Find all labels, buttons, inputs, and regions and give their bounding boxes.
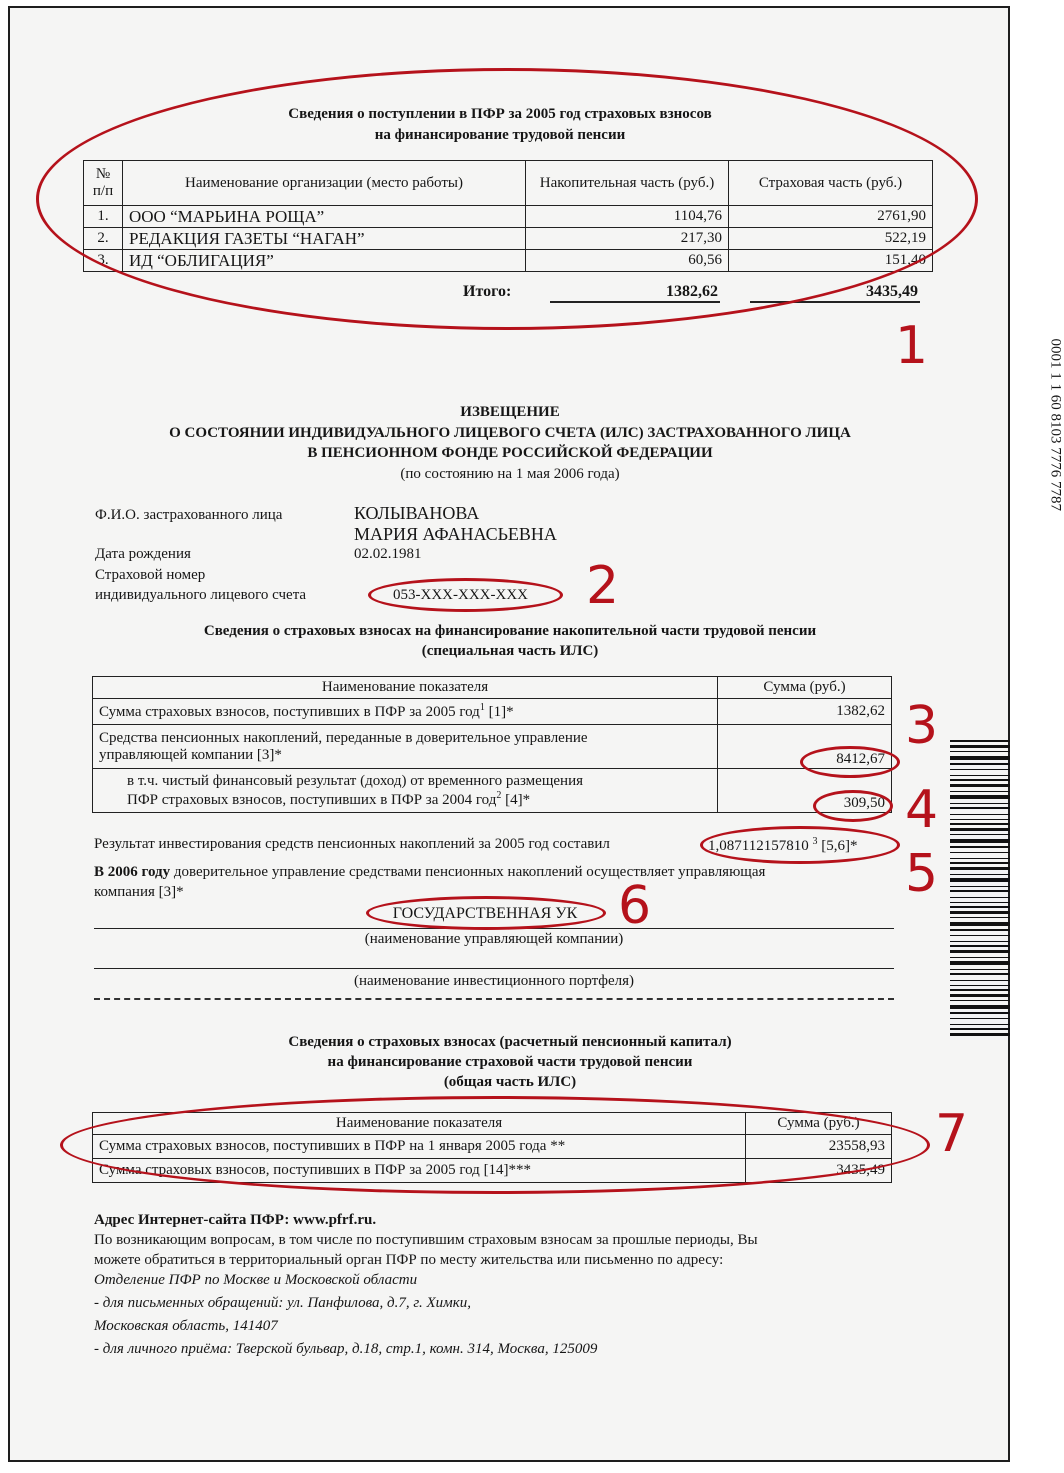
- notice-title-2: О СОСТОЯНИИ ИНДИВИДУАЛЬНОГО ЛИЦЕВОГО СЧЕТА (ИЛС) ЗАСТРАХОВАННОГО ЛИЦА: [169, 425, 851, 441]
- insurance-title-3: (общая часть ИЛС): [443, 1074, 577, 1090]
- notice-title-1: ИЗВЕЩЕНИЕ: [460, 404, 560, 420]
- annotation-number-2: 2: [586, 556, 620, 616]
- funded-header-sum: Сумма (руб.): [718, 677, 892, 699]
- dob-value: 02.02.1981: [354, 546, 422, 562]
- header-insurance: Страховая часть (руб.): [729, 161, 933, 206]
- invest-value-block: 1,087112157810 $^3$ [5,6]*: [708, 836, 858, 854]
- notice-title-4: (по состоянию на 1 мая 2006 года): [400, 466, 620, 482]
- row-num: 1.: [84, 206, 123, 228]
- funded-row-2-sum: 8412,67: [718, 725, 892, 769]
- snils-value: 053-XXX-XXX-XXX: [393, 587, 528, 603]
- annotation-oval-1: [36, 68, 978, 330]
- row-funded: 217,30: [526, 228, 729, 250]
- funded-row-3-sum: 309,50: [718, 769, 892, 813]
- footer-address-4: - для личного приёма: Тверской бульвар, д.18, стр.1, комн. 314, Москва, 125009: [94, 1341, 598, 1357]
- barcode: [950, 740, 1010, 1040]
- notice-title-3: В ПЕНСИОННОМ ФОНДЕ РОССИЙСКОЙ ФЕДЕРАЦИИ: [307, 445, 713, 461]
- annotation-oval-5: [700, 826, 900, 864]
- footer-address-1: Отделение ПФР по Москве и Московской области: [94, 1272, 418, 1288]
- total-insurance: 3435,49: [866, 283, 918, 300]
- annotation-number-4: 4: [905, 780, 939, 840]
- funded-row-1-sum: 1382,62: [718, 699, 892, 725]
- funded-row-2-text: Средства пенсионных накоплений, переданные в доверительное управление управляющей компании [3]*: [93, 725, 718, 769]
- funded-row-1-text: Сумма страховых взносов, поступивших в ПФР за 2005 год$^1$ [1]*: [93, 699, 718, 725]
- annotation-number-7: 7: [935, 1104, 969, 1164]
- annotation-oval-3: [800, 746, 900, 778]
- row-insurance: 2761,90: [729, 206, 933, 228]
- row-num: 3.: [84, 250, 123, 272]
- total-funded: 1382,62: [666, 283, 718, 300]
- header-org: Наименование организации (место работы): [123, 161, 526, 206]
- funded-title-2: (специальная часть ИЛС): [421, 643, 599, 659]
- annotation-number-5: 5: [905, 844, 939, 904]
- dob-label: Дата рождения: [95, 546, 191, 562]
- row-org: ООО “МАРЬИНА РОЩА”: [123, 206, 526, 228]
- insurance-row-1-sum: 23558,93: [746, 1135, 892, 1159]
- annotation-oval-2: [368, 578, 563, 612]
- snils-label-2: индивидуального лицевого счета: [95, 587, 307, 603]
- row-funded: 60,56: [526, 250, 729, 272]
- annotation-number-6: 6: [618, 876, 652, 936]
- fio-line-2: МАРИЯ АФАНАСЬЕВНА: [354, 524, 557, 544]
- row-funded: 1104,76: [526, 206, 729, 228]
- funded-title-1: Сведения о страховых взносах на финансирование накопительной части трудовой пенсии: [203, 623, 817, 639]
- header-num: № п/п: [84, 161, 123, 206]
- year-text-line-1: В 2006 году доверительное управление средствами пенсионных накоплений осуществляет управляющая: [94, 864, 766, 880]
- income-title-2: на финансирование трудовой пенсии: [374, 127, 626, 143]
- insurance-title-1: Сведения о страховых взносах (расчетный пенсионный капитал): [288, 1034, 732, 1050]
- total-label: Итого:: [463, 283, 512, 300]
- portfolio-line: [94, 968, 894, 969]
- funded-table: [92, 676, 892, 813]
- portfolio-caption: (наименование инвестиционного портфеля): [354, 973, 634, 989]
- table-row: [93, 725, 892, 769]
- footer-address-2: - для письменных обращений: ул. Панфилова, д.7, г. Химки,: [94, 1295, 471, 1311]
- row-org: ИД “ОБЛИГАЦИЯ”: [123, 250, 526, 272]
- annotation-oval-7: [60, 1096, 930, 1194]
- annotation-oval-6: [366, 896, 606, 930]
- footer-site: Адрес Интернет-сайта ПФР: www.pfrf.ru.: [94, 1212, 377, 1228]
- invest-text: Результат инвестирования средств пенсионных накоплений за 2005 год составил: [94, 836, 610, 852]
- footer-paragraph-2: можете обратиться в территориальный орган ПФР по месту жительства или письменно по адресу:: [94, 1252, 724, 1268]
- fio-line-1: КОЛЫВАНОВА: [354, 503, 480, 523]
- funded-table-header: [93, 677, 892, 699]
- insurance-header-name: Наименование показателя: [93, 1113, 746, 1135]
- insurance-row-1-text: Сумма страховых взносов, поступивших в ПФР на 1 января 2005 года **: [93, 1135, 746, 1159]
- snils-label-1: Страховой номер: [95, 567, 206, 583]
- annotation-number-1: 1: [895, 316, 929, 376]
- side-code: 0001 1 1 60 8103 7776 7787: [1047, 338, 1064, 511]
- insurance-row-2-sum: 3435,49: [746, 1159, 892, 1183]
- annotation-oval-4: [813, 790, 893, 822]
- funded-header-name: Наименование показателя: [93, 677, 718, 699]
- row-insurance: 151,40: [729, 250, 933, 272]
- footer-paragraph-1: По возникающим вопросам, в том числе по поступившим страховым взносам за прошлые периоды, Вы: [94, 1232, 758, 1248]
- funded-row-3-text: в т.ч. чистый финансовый результат (доход) от временного размещения ПФР страховых взносов, поступивших в ПФР за 2004 год$^2$ [4]*: [93, 769, 718, 813]
- fio-label: Ф.И.О. застрахованного лица: [95, 507, 283, 523]
- company-name: ГОСУДАРСТВЕННАЯ УК: [392, 905, 578, 922]
- row-num: 2.: [84, 228, 123, 250]
- row-org: РЕДАКЦИЯ ГАЗЕТЫ “НАГАН”: [123, 228, 526, 250]
- insurance-title-2: на финансирование страховой части трудовой пенсии: [327, 1054, 693, 1070]
- table-row: [93, 699, 892, 725]
- row-insurance: 522,19: [729, 228, 933, 250]
- insurance-row-2-text: Сумма страховых взносов, поступивших в ПФР за 2005 год [14]***: [93, 1159, 746, 1183]
- section-divider: [94, 998, 894, 1000]
- income-title-1: Сведения о поступлении в ПФР за 2005 год страховых взносов: [288, 106, 712, 122]
- company-caption: (наименование управляющей компании): [364, 931, 624, 947]
- table-row: [93, 769, 892, 813]
- header-funded: Накопительная часть (руб.): [526, 161, 729, 206]
- insurance-header-sum: Сумма (руб.): [746, 1113, 892, 1135]
- annotation-number-3: 3: [905, 696, 939, 756]
- year-text-line-2: компания [3]*: [94, 884, 184, 900]
- footer-address-3: Московская область, 141407: [94, 1318, 278, 1334]
